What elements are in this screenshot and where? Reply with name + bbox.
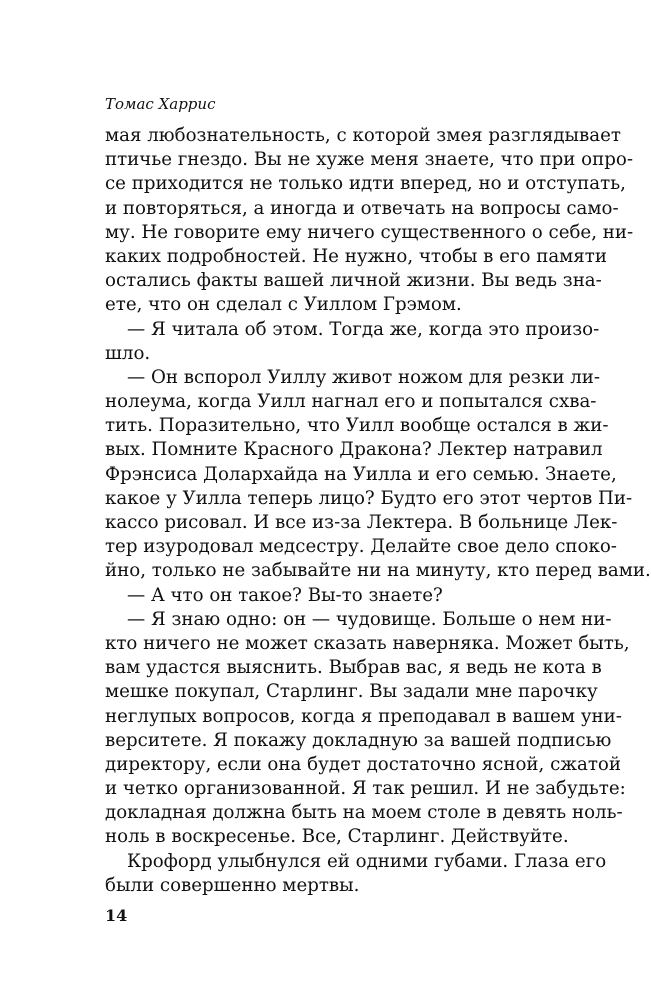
text-line: какое у Уилла теперь лицо? Будто его этот чертов Пи- — [105, 487, 633, 509]
text-line: верситете. Я покажу докладную за вашей подписью — [105, 729, 612, 751]
text-line: мая любознательность, с которой змея разглядывает — [105, 125, 621, 146]
text-line: ноль в воскресенье. Все, Старлинг. Действуйте. — [105, 826, 569, 848]
body-text — [105, 124, 651, 898]
text-line: — Я знаю одно: он — чудовище. Больше о нем ни- — [127, 608, 612, 630]
text-line: му. Не говорите ему ничего существенного о себе, ни- — [105, 221, 634, 243]
text-line: се приходится не только идти вперед, но и отступать, — [105, 173, 626, 195]
text-line: мешке покупал, Старлинг. Вы задали мне парочку — [105, 681, 598, 703]
text-line: докладная должна быть на моем столе в девять ноль- — [105, 802, 623, 824]
text-line: Крофорд улыбнулся ей одними губами. Глаза его — [127, 850, 607, 872]
text-line: тить. Поразительно, что Уилл вообще остался в жи- — [105, 415, 609, 437]
page-number: 14 — [105, 906, 128, 925]
text-line: нолеума, когда Уилл нагнал его и попытался схва- — [105, 391, 597, 413]
text-line: вых. Помните Красного Дракона? Лектер натравил — [105, 439, 603, 461]
text-line: ете, что он сделал с Уиллом Грэмом. — [105, 294, 462, 316]
text-line: остались факты вашей личной жизни. Вы ведь зна- — [105, 270, 602, 292]
text-line: и повторяться, а иногда и отвечать на вопросы само- — [105, 197, 619, 219]
text-line: и четко организованной. Я так решил. И не забудьте: — [105, 778, 626, 800]
text-line: птичье гнездо. Вы не хуже меня знаете, что при опро- — [105, 149, 633, 171]
text-line: были совершенно мертвы. — [105, 874, 360, 896]
running-head-author: Томас Харрис — [105, 95, 216, 113]
text-line: тер изуродовал медсестру. Делайте свое дело споко- — [105, 536, 617, 558]
text-line: — А что он такое? Вы-то знаете? — [127, 584, 443, 606]
text-line: директору, если она будет достаточно ясной, сжатой — [105, 753, 622, 775]
text-line: Фрэнсиса Долархайда на Уилла и его семью. Знаете, — [105, 463, 617, 485]
text-line: — Он вспорол Уиллу живот ножом для резки ли- — [127, 366, 601, 388]
text-line: кассо рисовал. И все из-за Лектера. В больнице Лек- — [105, 512, 618, 533]
text-line: кто ничего не может сказать наверняка. Может быть, — [105, 632, 630, 654]
text-line: вам удастся выяснить. Выбрав вас, я ведь не кота в — [105, 657, 602, 679]
text-line: каких подробностей. Не нужно, чтобы в его памяти — [105, 245, 607, 267]
text-line: йно, только не забывайте ни на минуту, кто перед вами. — [105, 560, 651, 582]
text-line: шло. — [105, 342, 151, 364]
text-line: — Я читала об этом. Тогда же, когда это произо- — [127, 318, 600, 340]
text-line: неглупых вопросов, когда я преподавал в вашем уни- — [105, 705, 622, 727]
